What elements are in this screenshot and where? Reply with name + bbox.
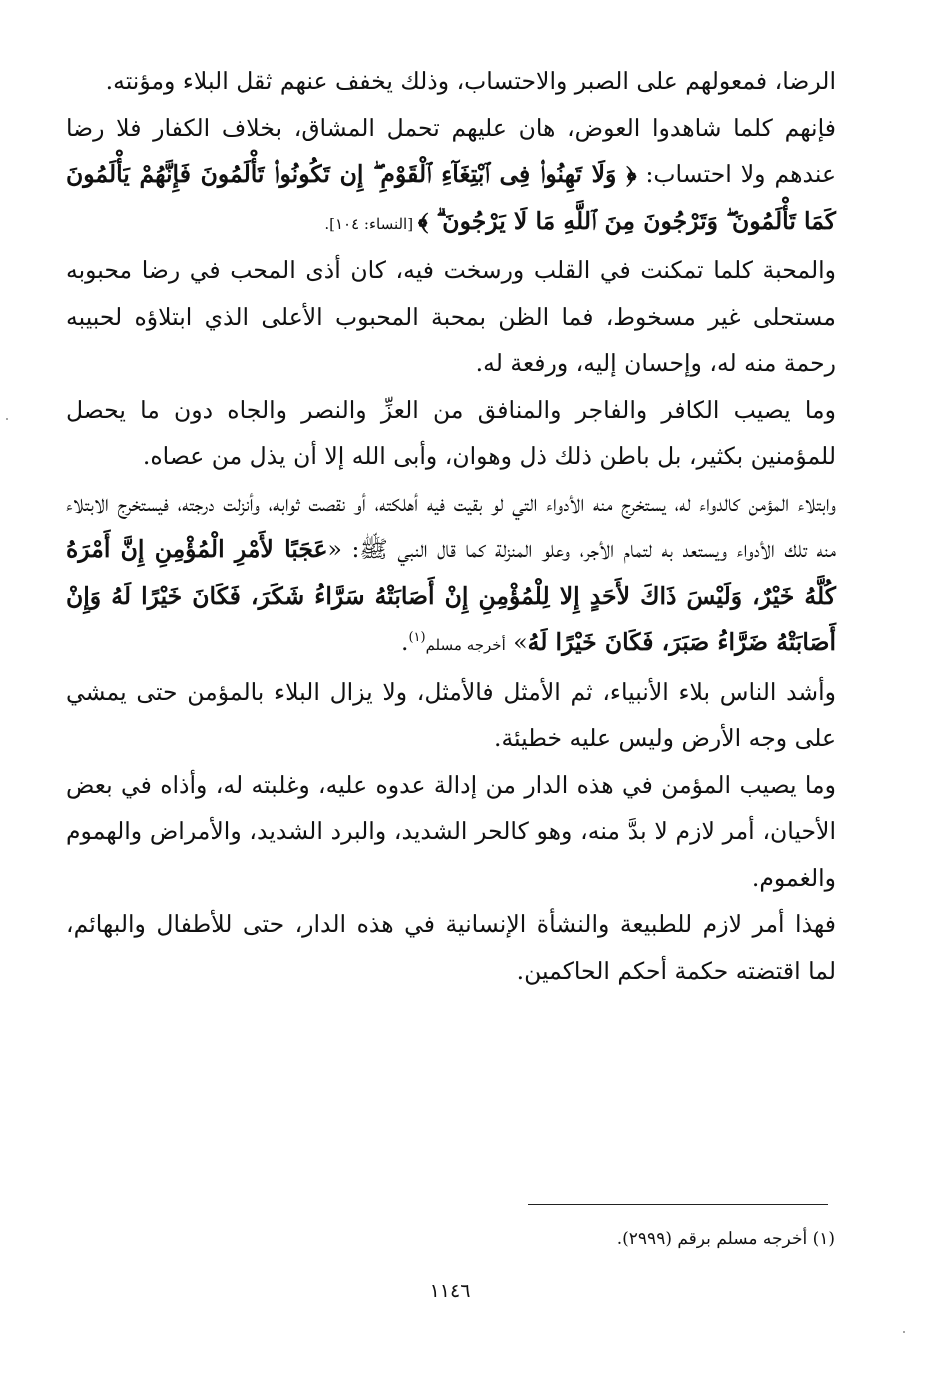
scan-speck: [903, 1331, 905, 1333]
quran-verse: ﴿ وَلَا تَهِنُوا۟ فِى ٱبْتِغَآءِ ٱلْقَوْمِ ۖ إِن تَكُونُوا۟ تَأْلَمُونَ فَإِنَّهُمْ يَأْلَمُونَ كَمَا تَأْلَمُونَ ۖ وَتَرْجُونَ مِنَ ٱللَّهِ مَا لَا يَرْجُونَ ۗ ﴾: [66, 160, 836, 235]
paragraph: [66, 105, 836, 248]
hadith-text: عَجَبًا لأَمْرِ الْمُؤْمِنِ إِنَّ أَمْرَهُ كُلَّهُ خَيْرٌ، وَلَيْسَ ذَاكَ لأَحَدٍ إِلا لِلْمُؤْمِنِ إِنْ أَصَابَتْهُ سَرَّاءُ شَكَرَ، فَكَانَ خَيْرًا لَهُ وَإِنْ أَصَابَتْهُ ضَرَّاءُ صَبَرَ، فَكَانَ خَيْرًا لَهُ: [66, 535, 836, 656]
paragraph: وما يصيب المؤمن في هذه الدار من إدالة عدوه عليه، وغلبته له، وأذاه في بعض الأحيان، أمر لازم لا بدَّ منه، وهو كالحر الشديد، والبرد الشديد، والأمراض والهموم والغموم.: [66, 770, 836, 892]
paragraph: وأشد الناس بلاء الأنبياء، ثم الأمثل فالأمثل، ولا يزال البلاء بالمؤمن حتى يمشي على وجه الأرض وليس عليه خطيئة.: [66, 677, 836, 752]
paragraph: والمحبة كلما تمكنت في القلب ورسخت فيه، كان أذى المحب في رضا محبوبه مستحلى غير مسخوط، فما الظن بمحبة المحبوب الأعلى الذي ابتلاؤه لحبيبه رحمة منه له، وإحسان إليه، ورفعة له.: [66, 256, 836, 377]
hadith-source: أخرجه مسلم: [425, 636, 506, 654]
footnote-divider: [528, 1204, 828, 1205]
body-text: [66, 58, 836, 994]
sentence-end: .: [400, 628, 409, 656]
paragraph: فهذا أمر لازم للطبيعة والنشأة الإنسانية في هذه الدار، حتى للأطفال والبهائم، لما اقتضته حكمة أحكم الحاكمين.: [66, 910, 836, 985]
paragraph: وما يصيب الكافر والفاجر والمنافق من العزِّ والنصر والجاه دون ما يحصل للمؤمنين بكثير، بل باطن ذلك ذل وهوان، وأبى الله إلا أن يذل من عصاه.: [66, 395, 836, 470]
verse-reference: [النساء: ١٠٤].: [324, 214, 418, 233]
paragraph: [66, 480, 836, 669]
scan-speck: [6, 418, 8, 420]
footnote: (١) أخرجه مسلم برقم (٢٩٩٩).: [616, 1229, 835, 1249]
paragraph: الرضا، فمعولهم على الصبر والاحتساب، وذلك يخفف عنهم ثقل البلاء ومؤنته.: [105, 67, 836, 95]
paragraph-text: وابتلاء المؤمن كالدواء له، يستخرج منه الأدواء التي لو بقيت فيه أهلكته، أو نقصت ثوابه، وأنزلت درجته، فيستخرج الابتلاء منه تلك الأدواء ويستعد به لتمام الأجر، وعلو المنزلة كما قال النبي ﷺ: «: [66, 488, 837, 563]
paragraph-text: فإنهم كلما شاهدوا العوض، هان عليهم تحمل المشاق، بخلاف الكفار فلا رضا عندهم ولا احتساب:: [66, 113, 836, 188]
quote-close: »: [505, 628, 528, 656]
page-number: ١١٤٦: [429, 1280, 471, 1302]
footnote-marker[interactable]: (١): [408, 630, 426, 646]
